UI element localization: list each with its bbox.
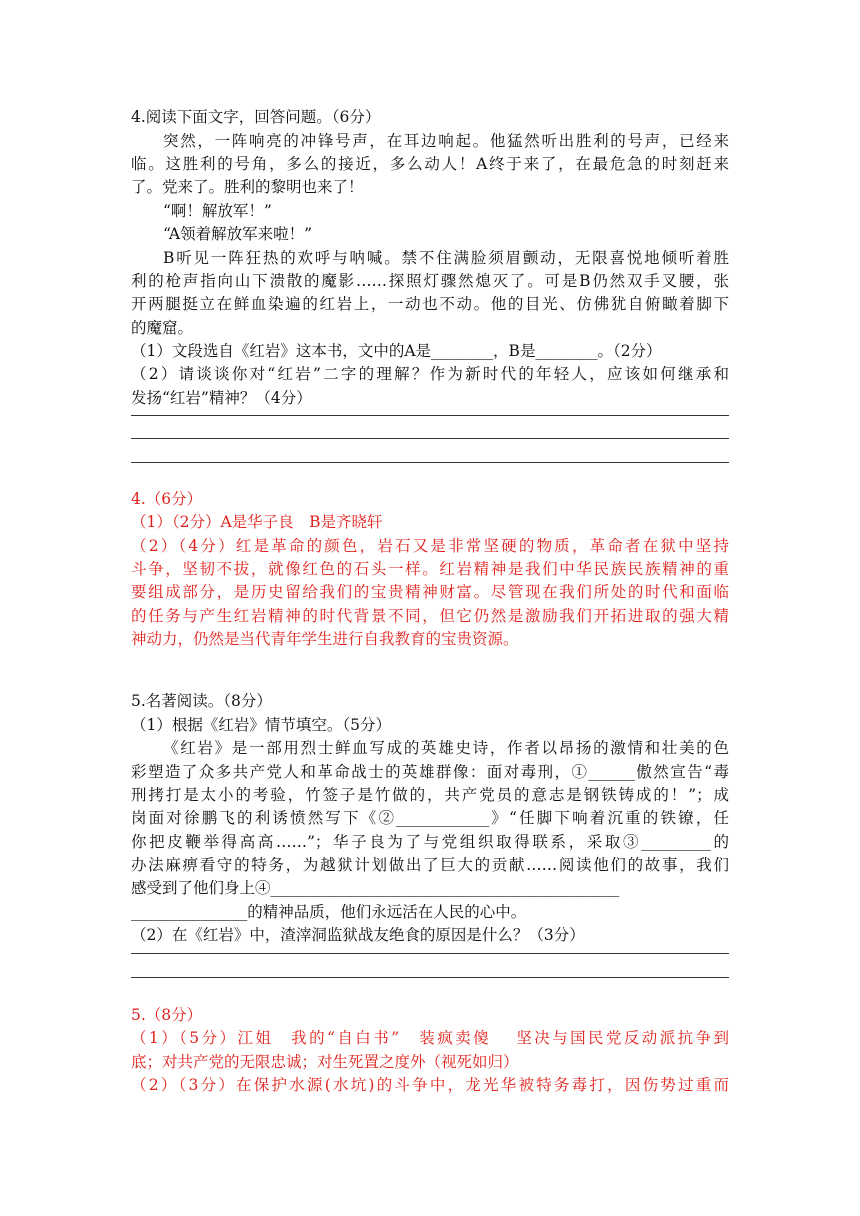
q5-title: 5.名著阅读。（8分） xyxy=(131,692,272,710)
a4-answer-2-line: 要组成部分，是历史留给我们的宝贵精神财富。尽管现在我们所处的时代和面临 xyxy=(131,583,729,601)
a4-title: 4.（6分） xyxy=(131,490,203,508)
q5-passage-line: 彩塑造了众多共产党人和革命战士的英雄群像：面对毒刑，①______傲然宣告“毒 xyxy=(131,763,729,781)
q4-passage-line: 临。这胜利的号角，多么的接近，多么动人！A终于来了，在最危急的时刻赶来 xyxy=(131,155,729,173)
a5-title: 5.（8分） xyxy=(131,1006,203,1024)
q4-passage-line: “啊！解放军！” xyxy=(163,202,272,220)
answer-line[interactable] xyxy=(131,977,729,978)
q4-passage-line: 的魔窟。 xyxy=(131,319,194,337)
q4-subquestion-2: （2）请谈谈你对“红岩”二字的理解？作为新时代的年轻人，应该如何继承和 xyxy=(131,365,729,383)
q5-passage-line: 你把皮鞭举得高高……”；华子良为了与党组织取得联系，采取③_________的 xyxy=(131,833,729,851)
q5-passage-line: 刑拷打是太小的考验，竹签子是竹做的，共产党员的意志是钢铁铸成的！”；成 xyxy=(131,786,729,804)
a4-answer-2-line: 的任务与产生红岩精神的时代背景不同，但它仍然是激励我们开拓进取的强大精 xyxy=(131,607,729,625)
q4-title: 4.阅读下面文字，回答问题。（6分） xyxy=(131,108,381,126)
q5-passage-line: 《红岩》是一部用烈士鲜血写成的英雄史诗，作者以昂扬的激情和壮美的色 xyxy=(163,739,729,757)
q4-subquestion-2-cont: 发扬“红岩”精神？（4分） xyxy=(131,389,312,407)
q5-passage-line: _______________的精神品质，他们永远活在人民的心中。 xyxy=(131,903,527,921)
q4-subquestion-1: （1）文段选自《红岩》这本书，文中的A是________，B是________。（2分） xyxy=(131,342,662,360)
a4-answer-2-line: 斗争，坚韧不拔，就像红色的石头一样。红岩精神是我们中华民族民族精神的重 xyxy=(131,560,729,578)
q5-passage-line: 办法麻痹看守的特务，为越狱计划做出了巨大的贡献……阅读他们的故事，我们 xyxy=(131,856,729,874)
q5-passage-line: 岗面对徐鹏飞的利诱愤然写下《②____________》“任脚下响着沉重的铁镣，任 xyxy=(131,809,729,827)
a4-answer-2-line: 神动力，仍然是当代青年学生进行自我教育的宝贵资源。 xyxy=(131,630,519,648)
q4-passage-line: 开两腿挺立在鲜血染遍的红岩上，一动也不动。他的目光、仿佛犹自俯瞰着脚下 xyxy=(131,295,729,313)
q4-passage-line: “A领着解放军来啦！” xyxy=(163,225,313,243)
a4-answer-2-line: （2）（4分）红是革命的颜色，岩石又是非常坚硬的物质，革命者在狱中坚持 xyxy=(131,537,729,555)
a4-answer-1: （1）（2分）A是华子良 B是齐晓轩 xyxy=(131,513,383,531)
q5-subquestion-2: （2）在《红岩》中，渣滓洞监狱战友绝食的原因是什么？（3分） xyxy=(131,926,585,944)
a5-answer-2: （2）（3分）在保护水源(水坑)的斗争中，龙光华被特务毒打，因伤势过重而 xyxy=(131,1076,729,1094)
q4-passage-line: 了。党来了。胜利的黎明也来了！ xyxy=(131,178,364,196)
answer-line[interactable] xyxy=(131,415,729,416)
answer-line[interactable] xyxy=(131,953,729,954)
q4-passage-line: 利的枪声指向山下溃散的魔影……探照灯骤然熄灭了。可是B仍然双手叉腰，张 xyxy=(131,272,729,290)
answer-line[interactable] xyxy=(131,438,729,439)
a5-answer-1-cont: 底；对共产党的无限忠诚；对生死置之度外（视死如归） xyxy=(131,1053,519,1071)
answer-line[interactable] xyxy=(131,462,729,463)
q4-passage-line: 突然，一阵响亮的冲锋号声，在耳边响起。他猛然听出胜利的号声，已经来 xyxy=(163,132,729,150)
q5-subquestion-1: （1）根据《红岩》情节填空。（5分） xyxy=(131,716,391,734)
q5-passage-line: 感受到了他们身上④_____________________________________________ xyxy=(131,879,620,897)
q4-passage-line: B听见一阵狂热的欢呼与呐喊。禁不住满脸须眉颤动，无限喜悦地倾听着胜 xyxy=(163,249,729,267)
a5-answer-1: （1）（5分）江姐 我的“自白书” 装疯卖傻 坚决与国民党反动派抗争到 xyxy=(131,1029,729,1047)
